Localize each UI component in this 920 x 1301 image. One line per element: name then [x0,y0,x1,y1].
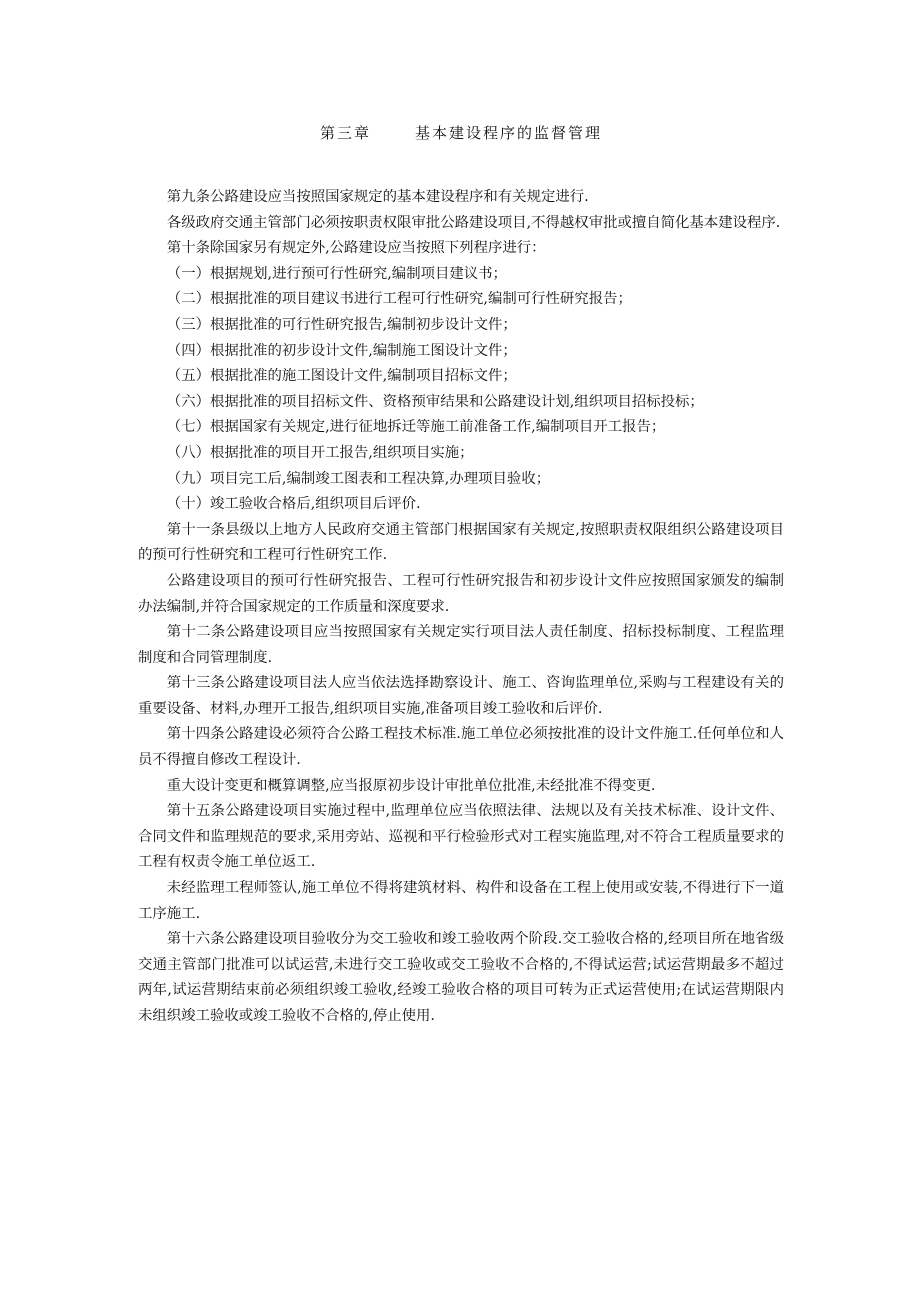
article-12: 第十二条公路建设项目应当按照国家有关规定实行项目法人责任制度、招标投标制度、工程监理制度和合同管理制度. [138,624,784,666]
article-10-item-2: （二）根据批准的项目建议书进行工程可行性研究,编制可行性研究报告； [166,291,632,308]
article-13: 第十三条公路建设项目法人应当依法选择勘察设计、施工、咨询监理单位,采购与工程建设有关的重要设备、材料,办理开工报告,组织项目实施,准备项目竣工验收和后评价. [138,675,784,717]
article-9-paragraph-2: 各级政府交通主管部门必须按职责权限审批公路建设项目,不得越权审批或擅自简化基本建设程序. [166,214,781,231]
article-15-paragraph-2: 未经监理工程师签认,施工单位不得将建筑材料、构件和设备在工程上使用或安装,不得进行下一道工序施工. [138,880,784,922]
article-10-item-6: （六）根据批准的项目招标文件、资格预审结果和公路建设计划,组织项目招标投标； [166,393,704,410]
article-14-paragraph-2: 重大设计变更和概算调整,应当报原初步设计审批单位批准,未经批准不得变更. [166,777,656,794]
article-10-item-4: （四）根据批准的初步设计文件,编制施工图设计文件； [166,342,517,359]
article-10-item-3: （三）根据批准的可行性研究报告,编制初步设计文件； [166,316,517,333]
article-10-item-1: （一）根据规划,进行预可行性研究,编制项目建议书； [166,265,507,282]
article-10-item-7: （七）根据国家有关规定,进行征地拆迁等施工前准备工作,编制项目开工报告； [166,419,666,436]
article-10-item-8: （八）根据批准的项目开工报告,组织项目实施； [166,444,474,461]
article-16: 第十六条公路建设项目验收分为交工验收和竣工验收两个阶段.交工验收合格的,经项目所在地省级交通主管部门批准可以试运营,未进行交工验收或交工验收不合格的,不得试运营;试运营期最多不超过两年,试运营期结束前必须组织竣工验收,经竣工验收合格的项目可转为正式运营使用;在试运营期限内未组织竣工验收或竣工验收不合格的,停止使用. [138,931,784,1024]
chapter-heading [138,122,784,143]
article-11: 第十一条县级以上地方人民政府交通主管部门根据国家有关规定,按照职责权限组织公路建设项目的预可行性研究和工程可行性研究工作. [138,521,784,564]
article-14: 第十四条公路建设必须符合公路工程技术标准.施工单位必须按批准的设计文件施工.任何单位和人员不得擅自修改工程设计. [138,726,784,769]
article-9: 第九条公路建设应当按照国家规定的基本建设程序和有关规定进行. [166,189,589,205]
article-10: 第十条除国家另有规定外,公路建设应当按照下列程序进行： [166,240,546,257]
document-body [138,185,784,1030]
article-11-paragraph-2: 公路建设项目的预可行性研究报告、工程可行性研究报告和初步设计文件应按照国家颁发的编制办法编制,并符合国家规定的工作质量和深度要求. [138,572,784,615]
chapter-title-text: 基本建设程序的监督管理 [415,124,603,142]
chapter-number: 第三章 [319,124,371,142]
article-10-item-10: （十）竣工验收合格后,组织项目后评价. [166,496,421,513]
article-10-item-9: （九）项目完工后,编制竣工图表和工程决算,办理项目验收； [166,470,551,487]
article-15: 第十五条公路建设项目实施过程中,监理单位应当依照法律、法规以及有关技术标准、设计文件、合同文件和监理规范的要求,采用旁站、巡视和平行检验形式对工程实施监理,对不符合工程质量要求的工程有权责令施工单位返工. [138,803,784,871]
article-10-item-5: （五）根据批准的施工图设计文件,编制项目招标文件； [166,368,517,385]
